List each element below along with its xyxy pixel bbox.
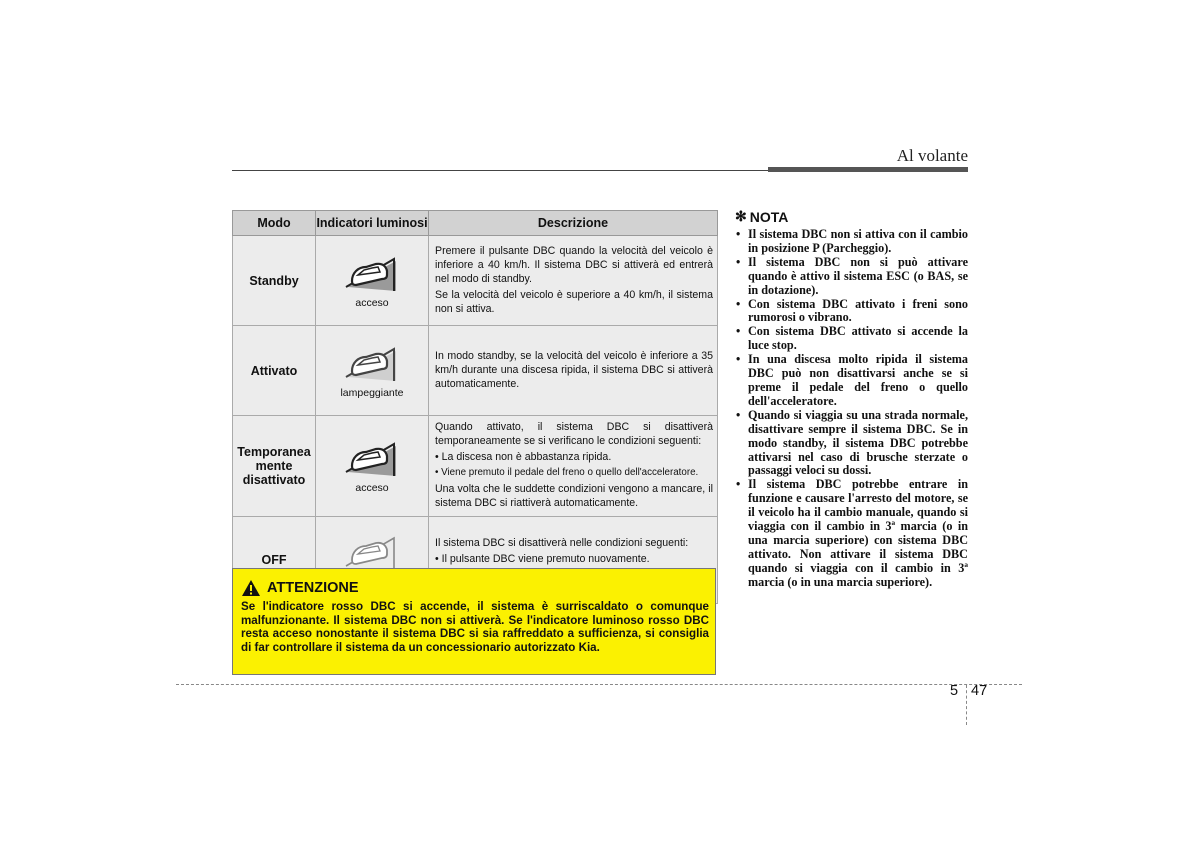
header-mode: Modo [233, 211, 316, 236]
table-row [233, 326, 718, 416]
warning-title: ATTENZIONE [267, 580, 359, 596]
list-item: • Con sistema DBC attivato si accende la luce stop. [735, 325, 968, 353]
indicator-cell [316, 326, 429, 416]
indicator-cell [316, 416, 429, 517]
description-text: In modo standby, se la velocità del veicolo è inferiore a 35 km/h durante una discesa ripida, il sistema DBC si attiverà automaticamente. [435, 349, 713, 390]
header-description: Descrizione [429, 211, 718, 236]
description-cell [429, 236, 718, 326]
footer-rule [176, 684, 1022, 685]
table-row [233, 236, 718, 326]
indicator-label: acceso [355, 296, 389, 309]
note-list [735, 228, 968, 590]
description-text: Il sistema DBC si disattiverà nelle condizioni seguenti: [435, 537, 689, 549]
mode-cell: Temporanea mente disattivato [233, 416, 316, 517]
list-item: • In una discesa molto ripida il sistema DBC può non disattivarsi anche se si preme il pedale del freno o quello dell'acceleratore. [735, 353, 968, 409]
list-item: • Il sistema DBC non si può attivare quando è attivo il sistema ESC (o BAS, se in dotazione). [735, 256, 968, 298]
asterisk-icon: ✻ [735, 208, 747, 224]
warning-triangle-icon [241, 579, 261, 597]
dbc-mode-table [232, 210, 718, 604]
warning-box [232, 568, 716, 675]
table-row [233, 416, 718, 517]
description-text: Premere il pulsante DBC quando la velocità del veicolo è inferiore a 40 km/h. Il sistema DBC si attiverà ed entrerà nel modo di standby. [435, 244, 713, 285]
description-bullet: • Viene premuto il pedale del freno o quello dell'acceleratore. [435, 467, 699, 478]
list-item: • Il sistema DBC potrebbe entrare in funzione e causare l'arresto del motore, se il veicolo ha il cambio manuale, quando si viaggia con il cambio in 3ª marcia (o in una marcia superiore) con sistema DBC attivato. Non attivare il sistema DBC quando si viaggia con il cambio in 3ª marcia (o in una marcia superiore). [735, 478, 968, 589]
note-title: NOTA [749, 208, 789, 225]
list-item: • Quando si viaggia su una strada normale, disattivare sempre il sistema DBC. Se in modo standby, il sistema DBC potrebbe attivarsi nel caso di brusche sterzate o passaggi veloci su dossi. [735, 409, 968, 479]
indicator-label: acceso [355, 482, 389, 494]
description-bullet: • La discesa non è abbastanza ripida. [435, 451, 612, 463]
header-rule-accent [768, 167, 968, 172]
footer-divider [966, 685, 967, 725]
list-item: • Con sistema DBC attivato i freni sono rumorosi o vibrano. [735, 298, 968, 326]
section-title: Al volante [896, 146, 968, 165]
warning-header [241, 579, 359, 597]
description-cell [429, 416, 718, 517]
chapter-number: 5 [950, 683, 959, 699]
header-indicators: Indicatori luminosi [316, 211, 429, 236]
description-text: Se la velocità del veicolo è superiore a 40 km/h, il sistema non si attiva. [435, 288, 713, 315]
mode-cell: Standby [233, 236, 316, 326]
mode-cell: Attivato [233, 326, 316, 416]
indicator-label: lampeggiante [340, 386, 404, 399]
list-item: • Il sistema DBC non si attiva con il cambio in posizione P (Parcheggio). [735, 228, 968, 256]
mode-cell: OFF [233, 517, 316, 604]
description-text: Quando attivato, il sistema DBC si disattiverà temporaneamente se si verificano le condizioni seguenti: [435, 421, 713, 447]
indicator-cell [316, 236, 429, 326]
dbc-indicator-icon [342, 253, 402, 295]
description-cell [429, 326, 718, 416]
note-section [735, 208, 968, 590]
dbc-indicator-icon [342, 343, 402, 385]
page-number: 47 [971, 683, 988, 699]
note-header [735, 208, 968, 225]
warning-text: Se l'indicatore rosso DBC si accende, il sistema è surriscaldato o comunque malfunzionante. Il sistema DBC non si attiverà. Se l'indicatore luminoso rosso DBC resta acceso nonostante il sistema DBC si sia raffreddato a sufficienza, si consiglia di far controllare il sistema da un concessionario autorizzato Kia. [241, 600, 709, 654]
dbc-indicator-icon [342, 438, 402, 480]
description-bullet: • Il pulsante DBC viene premuto nuovamente. [435, 553, 650, 565]
description-text: Una volta che le suddette condizioni vengono a mancare, il sistema DBC si riattiverà automaticamente. [435, 483, 713, 509]
